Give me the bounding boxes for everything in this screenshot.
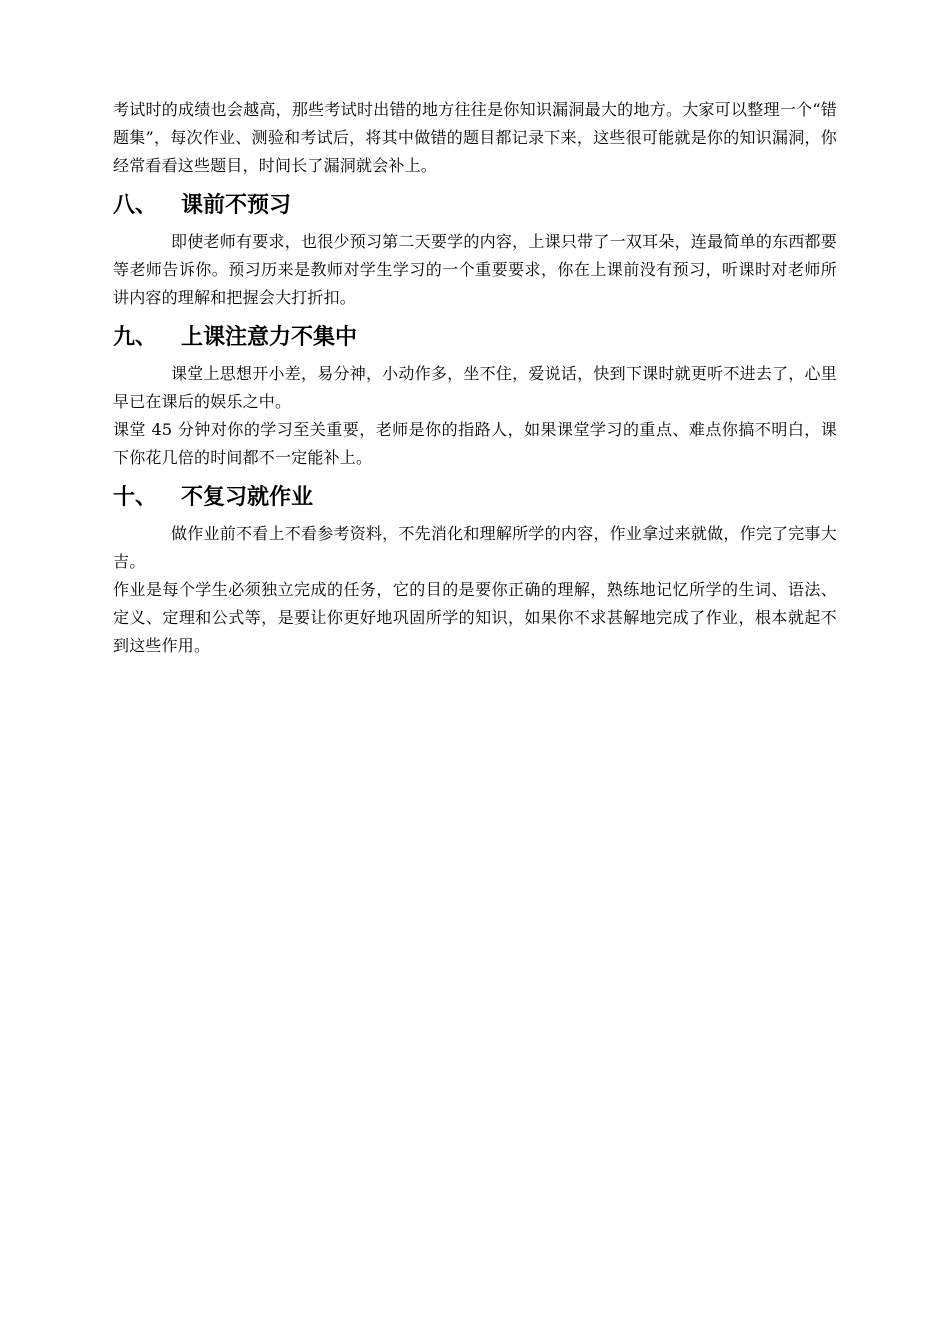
- section-paragraph: 课堂上思想开小差，易分神，小动作多，坐不住，爱说话，快到下课时就更听不进去了，心里早已在课后的娱乐之中。: [113, 364, 837, 411]
- section-9: [113, 312, 837, 472]
- section-10: [113, 472, 837, 660]
- section-paragraph: 作业是每个学生必须独立完成的任务，它的目的是要你正确的理解，熟练地记忆所学的生词、语法、定义、定理和公式等，是要让你更好地巩固所学的知识，如果你不求甚解地完成了作业，根本就起不到这些作用。: [113, 580, 837, 655]
- section-8: [113, 180, 837, 312]
- section-paragraph: 课堂 45 分钟对你的学习至关重要，老师是你的指路人，如果课堂学习的重点、难点你搞不明白，课下你花几倍的时间都不一定能补上。: [113, 420, 837, 467]
- section-paragraph: 做作业前不看上不看参考资料，不先消化和理解所学的内容，作业拿过来就做，作完了完事大吉。: [113, 524, 837, 571]
- section-heading: [113, 180, 837, 228]
- section-number: 十、: [113, 485, 158, 510]
- section-title: 不复习就作业: [181, 485, 314, 510]
- intro-paragraph: 考试时的成绩也会越高，那些考试时出错的地方往往是你知识漏洞最大的地方。大家可以整理一个“错题集”，每次作业、测验和考试后，将其中做错的题目都记录下来，这些很可能就是你的知识漏洞，你经常看看这些题目，时间长了漏洞就会补上。: [113, 100, 837, 175]
- section-title: 上课注意力不集中: [181, 325, 358, 350]
- section-paragraph: 即使老师有要求，也很少预习第二天要学的内容，上课只带了一双耳朵，连最简单的东西都要等老师告诉你。预习历来是教师对学生学习的一个重要要求，你在上课前没有预习，听课时对老师所讲内容的理解和把握会大打折扣。: [113, 232, 837, 307]
- section-number: 八、: [113, 193, 158, 218]
- section-number: 九、: [113, 325, 158, 350]
- section-heading: [113, 472, 837, 520]
- section-title: 课前不预习: [181, 193, 292, 218]
- document-page: [113, 96, 837, 660]
- section-heading: [113, 312, 837, 360]
